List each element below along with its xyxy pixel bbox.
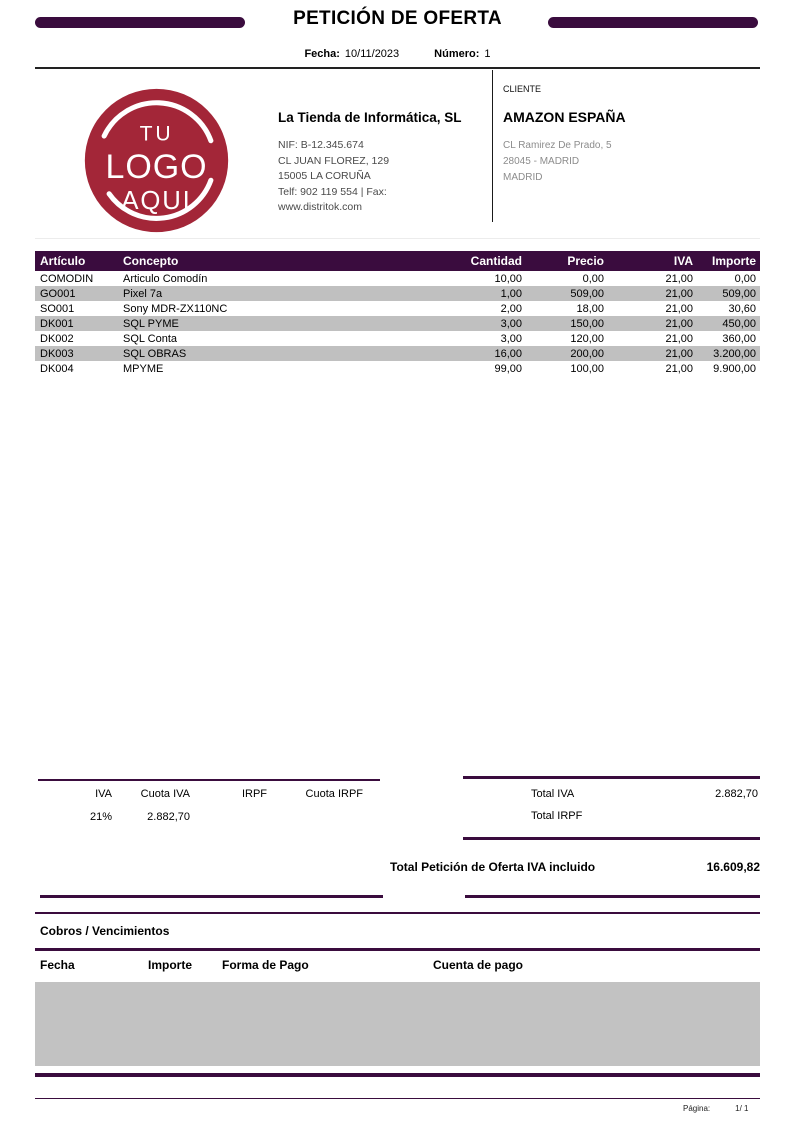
company-nif: NIF: B-12.345.674	[278, 139, 364, 151]
tax-value-cuota-iva: 2.882,70	[147, 811, 190, 823]
cell-precio: 150,00	[570, 317, 604, 330]
grand-total-value: 16.609,82	[706, 860, 760, 874]
tax-summary	[35, 779, 380, 829]
tax-header-iva: IVA	[95, 788, 112, 800]
page-number-label: Página:	[683, 1104, 711, 1113]
table-row	[35, 271, 760, 286]
page-number-value: 1/ 1	[735, 1104, 749, 1113]
company-street: CL JUAN FLOREZ, 129	[278, 154, 390, 167]
col-header-iva: IVA	[609, 251, 695, 271]
footer	[683, 1104, 763, 1113]
cell-cantidad: 2,00	[500, 302, 522, 315]
totals-middle-line	[463, 837, 760, 840]
cell-iva: 21,00	[665, 362, 693, 375]
cell-precio: 100,00	[570, 362, 604, 375]
col-header-articulo: Artículo	[35, 251, 113, 271]
grand-total-label: Total Petición de Oferta IVA incluido	[390, 860, 596, 874]
cell-iva: 21,00	[665, 287, 693, 300]
company-info	[278, 110, 488, 216]
col-header-precio: Precio	[525, 251, 609, 271]
cell-importe: 30,60	[728, 302, 756, 315]
totals-block	[463, 776, 760, 840]
client-name: AMAZON ESPAÑA	[503, 109, 626, 125]
logo-line-aqui: AQUI	[121, 187, 192, 216]
client-province: MADRID	[503, 172, 543, 183]
company-city: 15005 LA CORUÑA	[278, 170, 371, 182]
section-divider-line	[35, 912, 760, 914]
cell-concepto: SQL Conta	[123, 332, 178, 345]
total-iva-value: 2.882,70	[715, 788, 758, 800]
cell-articulo: DK004	[40, 362, 74, 375]
page-title: PETICIÓN DE OFERTA	[293, 8, 502, 29]
table-row	[35, 301, 760, 316]
cell-iva: 21,00	[665, 347, 693, 360]
tax-header-cuota-iva: Cuota IVA	[140, 788, 190, 800]
table-row	[35, 346, 760, 361]
numero-label: Número:	[434, 48, 480, 60]
cell-iva: 21,00	[665, 317, 693, 330]
cell-articulo: GO001	[40, 287, 76, 300]
placeholder-logo-icon	[83, 87, 230, 234]
cell-importe: 9.900,00	[713, 362, 756, 375]
col-header-importe: Importe	[695, 251, 760, 271]
company-phone-fax: Telf: 902 119 554 | Fax:	[278, 185, 387, 198]
cell-iva: 21,00	[665, 302, 693, 315]
client-street: CL Ramirez De Prado, 5	[503, 140, 612, 151]
payments-header-importe: Importe	[148, 958, 193, 972]
header-vertical-divider	[492, 70, 493, 222]
tax-value-iva-rate: 21%	[89, 811, 112, 823]
logo-line-logo: LOGO	[105, 147, 208, 186]
items-table	[35, 251, 760, 376]
payments-section-title: Cobros / Vencimientos	[40, 924, 170, 938]
payments-header-fecha: Fecha	[40, 958, 75, 972]
cell-concepto: SQL PYME	[123, 317, 179, 330]
table-row	[35, 286, 760, 301]
cell-concepto: MPYME	[123, 362, 164, 375]
cell-importe: 3.200,00	[713, 347, 756, 360]
cell-concepto: Sony MDR-ZX110NC	[123, 302, 228, 315]
cell-iva: 21,00	[665, 332, 693, 345]
cell-precio: 18,00	[576, 302, 604, 315]
cell-iva: 21,00	[665, 272, 693, 285]
company-website: www.distritok.com	[278, 201, 363, 213]
cell-concepto: Articulo Comodín	[123, 272, 208, 285]
payments-header-forma-de-pago: Forma de Pago	[222, 958, 309, 972]
fecha-label: Fecha:	[304, 48, 340, 60]
cell-importe: 360,00	[722, 332, 756, 345]
table-row	[35, 331, 760, 346]
client-info	[503, 84, 763, 186]
tax-header-cuota-irpf: Cuota IRPF	[305, 788, 363, 800]
bottom-segment-line-left	[40, 895, 383, 898]
tax-summary-top-line	[38, 779, 380, 781]
client-postal-city: 28045 - MADRID	[503, 156, 580, 167]
totals-top-line	[463, 776, 760, 779]
col-header-cantidad: Cantidad	[443, 251, 525, 271]
cell-precio: 0,00	[582, 272, 604, 285]
cell-articulo: DK003	[40, 347, 74, 360]
header-bottom-divider	[35, 238, 760, 239]
document-meta	[0, 48, 795, 60]
client-section-label: CLIENTE	[503, 84, 542, 94]
cell-articulo: SO001	[40, 302, 75, 315]
cell-importe: 450,00	[722, 317, 756, 330]
cell-articulo: DK002	[40, 332, 74, 345]
footer-divider-line	[35, 1098, 760, 1099]
tax-header-irpf: IRPF	[241, 788, 267, 800]
total-iva-label: Total IVA	[531, 788, 575, 800]
payments-empty-area	[35, 982, 760, 1066]
cell-cantidad: 16,00	[494, 347, 522, 360]
items-header-row	[35, 251, 760, 271]
items-table-body	[35, 271, 760, 376]
fecha-value: 10/11/2023	[344, 48, 400, 60]
payments-header-cuenta-de-pago: Cuenta de pago	[433, 958, 524, 972]
payments-top-line	[35, 948, 760, 951]
table-row	[35, 316, 760, 331]
company-name: La Tienda de Informática, SL	[278, 110, 462, 125]
cell-cantidad: 10,00	[494, 272, 522, 285]
cell-precio: 200,00	[570, 347, 604, 360]
cell-cantidad: 3,00	[500, 317, 522, 330]
payments-bottom-line	[35, 1073, 760, 1077]
cell-cantidad: 3,00	[500, 332, 522, 345]
table-row	[35, 361, 760, 376]
cell-importe: 509,00	[722, 287, 756, 300]
cell-cantidad: 1,00	[500, 287, 522, 300]
header-top-divider	[35, 67, 760, 69]
cell-cantidad: 99,00	[494, 362, 522, 375]
col-header-concepto: Concepto	[113, 251, 443, 271]
logo-line-tu: TU	[139, 122, 174, 146]
total-irpf-label: Total IRPF	[531, 810, 583, 822]
cell-articulo: COMODIN	[40, 272, 94, 285]
cell-importe: 0,00	[734, 272, 756, 285]
cell-articulo: DK001	[40, 317, 74, 330]
cell-precio: 120,00	[570, 332, 604, 345]
cell-concepto: SQL OBRAS	[123, 347, 187, 360]
numero-value: 1	[484, 48, 491, 60]
cell-precio: 509,00	[570, 287, 604, 300]
bottom-segment-line-right	[465, 895, 760, 898]
cell-concepto: Pixel 7a	[123, 287, 163, 300]
title-decoration-bar-right	[548, 17, 758, 28]
